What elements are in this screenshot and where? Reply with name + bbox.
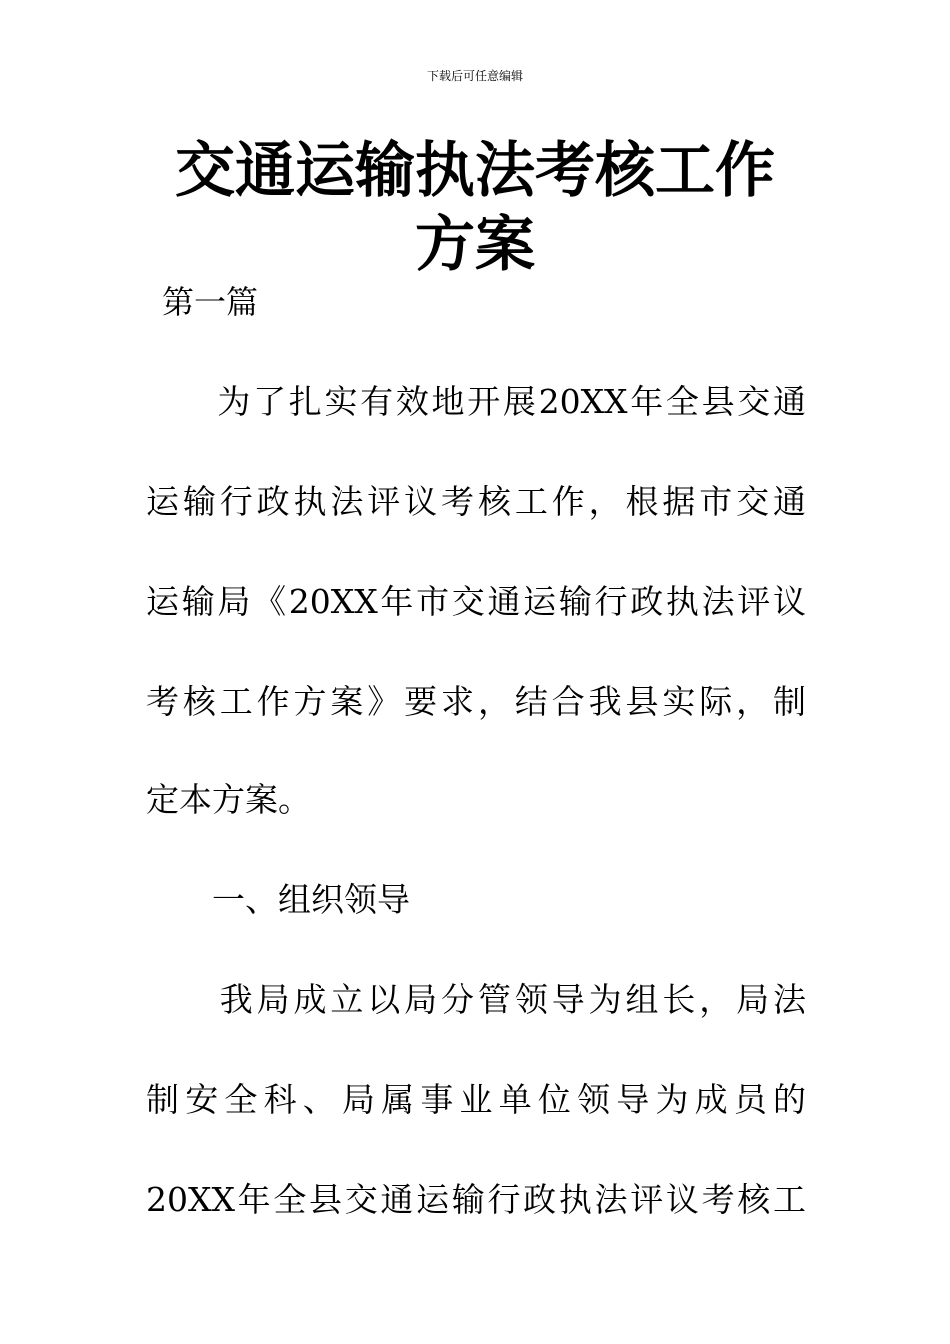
body-line-1: 为了扎实有效地开展20XX年全县交通 (146, 382, 806, 421)
body-line-9: 20XX年全县交通运输行政执法评议考核工 (146, 1180, 806, 1219)
body-line-7: 我局成立以局分管领导为组长，局法 (146, 980, 806, 1019)
header-note: 下载后可任意编辑 (426, 69, 523, 83)
body-line-4: 考核工作方案》要求，结合我县实际，制 (146, 682, 806, 721)
body-line-8: 制安全科、局属事业单位领导为成员的 (146, 1080, 806, 1119)
body-line-5: 定本方案。 (146, 780, 311, 819)
body-line-3: 运输局《20XX年市交通运输行政执法评议 (146, 582, 806, 621)
body-line-2: 运输行政执法评议考核工作，根据市交通 (146, 482, 806, 521)
section-heading: 一、组织领导 (146, 880, 410, 919)
document-title: 交通运输执法考核工作方案 (175, 136, 775, 280)
section-label: 第一篇 (162, 283, 259, 321)
